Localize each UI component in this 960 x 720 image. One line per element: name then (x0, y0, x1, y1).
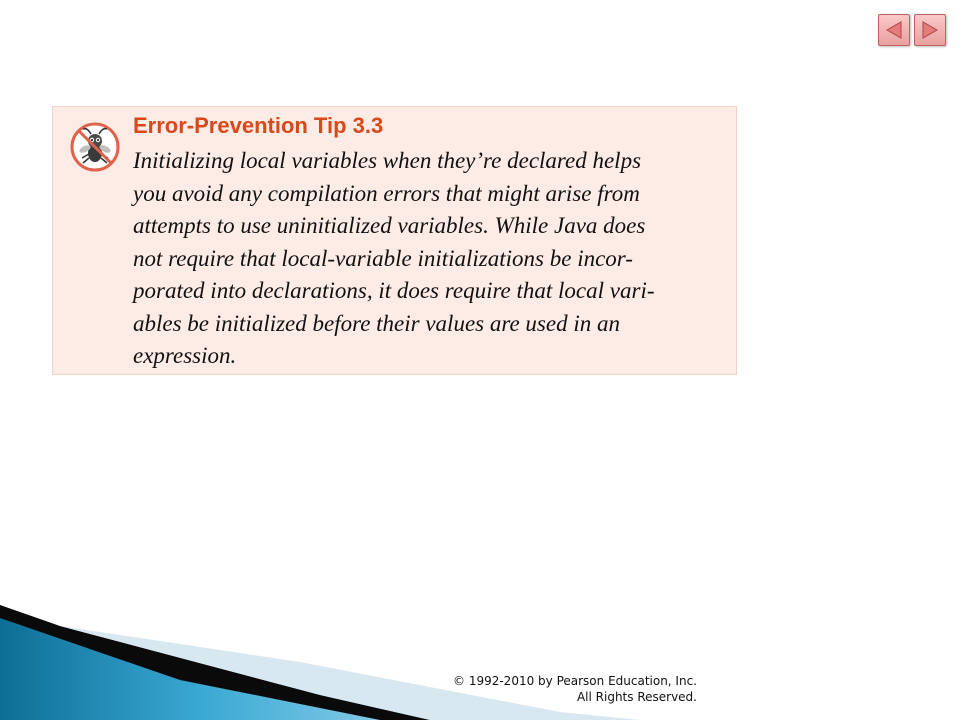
triangle-left-icon (883, 19, 905, 41)
slide-nav (878, 14, 946, 46)
tip-line: you avoid any compilation errors that might arise from (133, 180, 640, 206)
tip-line: ables be initialized before their values are used in an (133, 310, 620, 336)
triangle-right-icon (919, 19, 941, 41)
tip-line: attempts to use uninitialized variables. While Java does (133, 213, 646, 238)
tip-line: Initializing local variables when they’re declared helps (133, 148, 642, 173)
tip-line: porated into declarations, it does require that local vari- (133, 278, 655, 303)
tip-body (133, 145, 723, 373)
copyright-line: © 1992-2010 by Pearson Education, Inc. (453, 674, 697, 688)
error-prevention-tip-box (52, 106, 737, 375)
copyright-line: All Rights Reserved. (576, 690, 697, 704)
next-slide-button[interactable] (914, 14, 946, 46)
tip-title: Error-Prevention Tip 3.3 (133, 113, 384, 138)
copyright-notice (453, 673, 697, 705)
previous-slide-button[interactable] (878, 14, 910, 46)
tip-line: expression. (133, 343, 237, 368)
tip-line: not require that local-variable initializations be incor- (133, 245, 633, 271)
bug-prohibited-icon (69, 121, 121, 173)
